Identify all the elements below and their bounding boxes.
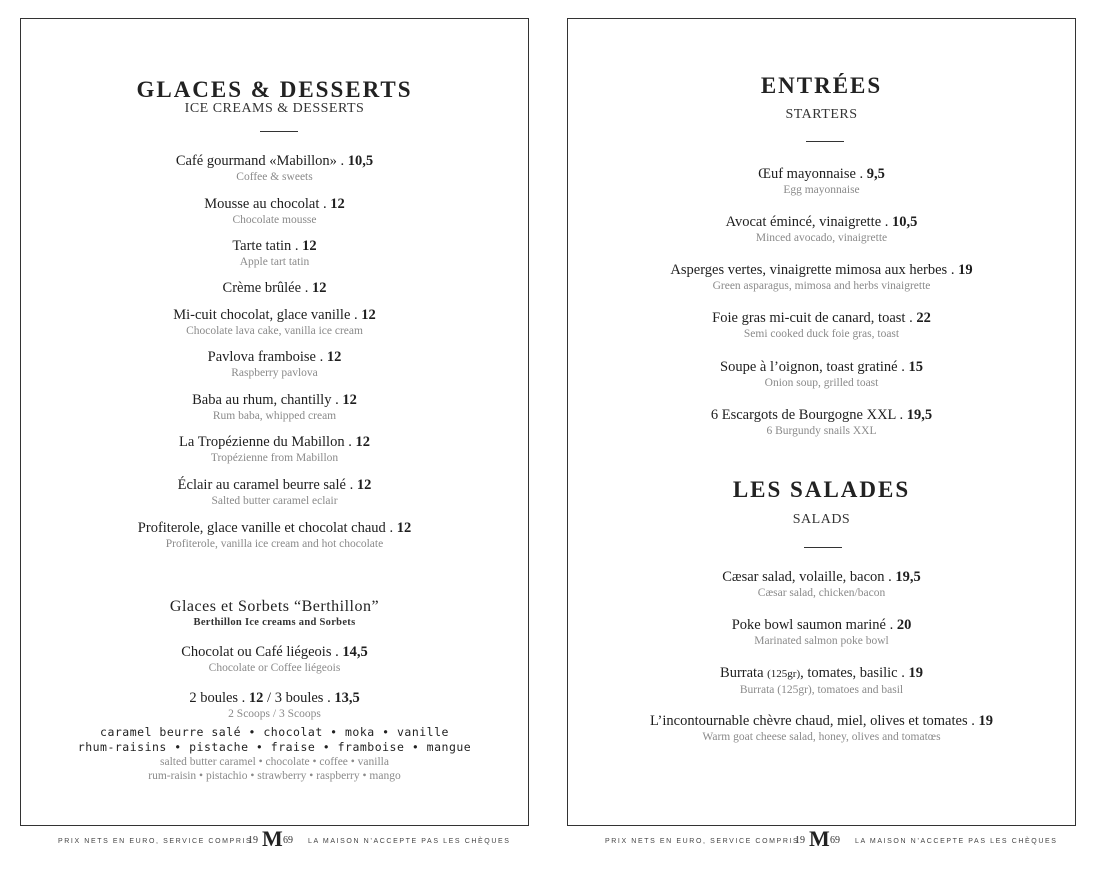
item-price: 10,5 [892, 214, 918, 230]
item-price: 22 [916, 310, 931, 326]
item-price: 19,5 [906, 407, 933, 423]
item-price: 12 [342, 392, 357, 408]
menu-item: Café gourmand «Mabillon» . 10,5 Coffee & sweets [21, 153, 528, 196]
item-translation: Apple tart tatin [239, 256, 310, 268]
menu-item: Œuf mayonnaise . 9,5 Egg mayonnaise [568, 166, 1075, 214]
salads-list [568, 569, 1075, 753]
menu-item: Chocolat ou Café liégeois . 14,5 Chocolate or Coffee liégeois [21, 644, 528, 690]
item-price: 12 [330, 196, 345, 212]
item-translation: Profiterole, vanilla ice cream and hot chocolate [165, 538, 384, 550]
item-price: 12 [355, 434, 370, 450]
menu-item: 6 Escargots de Bourgogne XXL . 19,5 6 Burgundy snails XXL [568, 407, 1075, 447]
item-name: Avocat émincé, vinaigrette [725, 214, 882, 230]
item-name: Tarte tatin [232, 238, 292, 254]
desserts-title: GLACES & DESSERTS [136, 77, 413, 102]
berthillon-section [21, 597, 528, 783]
salads-title: LES SALADES [732, 477, 911, 502]
item-translation: 6 Burgundy snails XXL [766, 425, 877, 437]
desserts-list [21, 153, 528, 564]
item-name: Poke bowl saumon mariné [731, 617, 886, 633]
menu-item: Mi-cuit chocolat, glace vanille . 12 Chocolate lava cake, vanilla ice cream [21, 307, 528, 349]
item-price: 12 [302, 238, 317, 254]
item-translation: Egg mayonnaise [783, 184, 860, 196]
item-translation: Semi cooked duck foie gras, toast [743, 328, 900, 340]
menu-page-desserts [20, 18, 529, 826]
salads-subtitle: SALADS [792, 512, 851, 527]
footer-prices-note: PRIX NETS EN EURO, SERVICE COMPRIS [58, 838, 253, 845]
item-name: La Tropézienne du Mabillon [179, 434, 345, 450]
item-translation: Marinated salmon poke bowl [754, 635, 889, 647]
item-price: 12 [361, 307, 376, 323]
salads-divider [804, 547, 842, 548]
item-name: Mi-cuit chocolat, glace vanille [173, 307, 351, 323]
menu-item: Foie gras mi-cuit de canard, toast . 22 Semi cooked duck foie gras, toast [568, 310, 1075, 359]
item-price: 12 [326, 349, 342, 365]
item-price: 19,5 [895, 569, 921, 585]
item-name: Café gourmand «Mabillon» [175, 153, 337, 169]
item-translation: Cæsar salad, chicken/bacon [757, 587, 886, 599]
item-name: Éclair au caramel beurre salé [177, 477, 346, 493]
item-translation: Burrata (125gr), tomatoes and basil [739, 684, 904, 696]
item-price: 12 [396, 520, 412, 536]
item-name: Soupe à l’oignon, toast gratiné [720, 359, 898, 375]
mabillon-logo: 19 M 69 [795, 826, 840, 851]
item-name: Œuf mayonnaise [758, 166, 856, 182]
item-translation: Chocolate mousse [232, 214, 317, 226]
menu-item: Soupe à l’oignon, toast gratiné . 15 Onion soup, grilled toast [568, 359, 1075, 407]
item-price: 12 [311, 280, 327, 296]
item-translation: Raspberry pavlova [231, 367, 318, 379]
item-translation: 2 Scoops / 3 Scoops [228, 708, 321, 720]
menu-item: Mousse au chocolat . 12 Chocolate mousse [21, 196, 528, 238]
menu-item: Poke bowl saumon mariné . 20 Marinated salmon poke bowl [568, 617, 1075, 665]
footer-prices-note: PRIX NETS EN EURO, SERVICE COMPRIS [605, 838, 800, 845]
item-name: Chocolat ou Café liégeois [181, 644, 332, 660]
item-price: 12 [356, 477, 372, 493]
menu-item: Éclair au caramel beurre salé . 12 Salted butter caramel eclair [21, 477, 528, 520]
item-name: Profiterole, glace vanille et chocolat chaud [137, 520, 386, 536]
item-name: Burrata [720, 665, 764, 681]
item-name: Mousse au chocolat [204, 196, 320, 212]
menu-item: Tarte tatin . 12 Apple tart tatin [21, 238, 528, 280]
item-name: Foie gras mi-cuit de canard, toast [712, 310, 906, 326]
berthillon-subtitle: Berthillon Ice creams and Sorbets [193, 617, 356, 628]
menu-item: Baba au rhum, chantilly . 12 Rum baba, whipped cream [21, 392, 528, 434]
item-price: 15 [908, 359, 923, 375]
footer-cheques-note: LA MAISON N’ACCEPTE PAS LES CHÈQUES [855, 838, 1058, 845]
menu-page-starters-salads [567, 18, 1076, 826]
berthillon-title: Glaces et Sorbets “Berthillon” [169, 598, 380, 615]
item-translation: Minced avocado, vinaigrette [755, 232, 888, 244]
desserts-subtitle: ICE CREAMS & DESSERTS [184, 101, 365, 116]
menu-item-scoops: 2 boules . 12 / 3 boules . 13,5 2 Scoops / 3 Scoops [21, 690, 528, 725]
item-price: 10,5 [347, 153, 374, 169]
item-translation: Warm goat cheese salad, honey, olives and tomatœs [702, 731, 941, 743]
starters-title: ENTRÉES [760, 73, 883, 98]
item-name: 6 Escargots de Bourgogne XXL [710, 407, 896, 423]
starters-subtitle: STARTERS [785, 107, 858, 122]
menu-item: L’incontournable chèvre chaud, miel, olives et tomates . 19 Warm goat cheese salad, honey, olives and tomatœs [568, 713, 1075, 753]
item-price: 20 [896, 617, 912, 633]
item-translation: Coffee & sweets [236, 171, 313, 183]
mabillon-logo: 19 M 69 [248, 826, 293, 851]
item-name: Asperges vertes, vinaigrette mimosa aux herbes [670, 262, 948, 278]
menu-item: Profiterole, glace vanille et chocolat chaud . 12 Profiterole, vanilla ice cream and hot chocolate [21, 520, 528, 564]
menu-item: Crème brûlée . 12 [222, 280, 327, 296]
menu-item: Cæsar salad, volaille, bacon . 19,5 Cæsar salad, chicken/bacon [568, 569, 1075, 617]
item-price: 9,5 [866, 166, 885, 182]
item-translation: Rum baba, whipped cream [212, 410, 337, 422]
menu-item: Pavlova framboise . 12 Raspberry pavlova [21, 349, 528, 392]
item-price: 19 [908, 665, 923, 681]
item-price: 19 [978, 713, 993, 729]
item-name: L’incontournable chèvre chaud, miel, olives et tomates [650, 713, 968, 729]
item-translation: Green asparagus, mimosa and herbs vinaigrette [712, 280, 931, 292]
menu-item: Avocat émincé, vinaigrette . 10,5 Minced avocado, vinaigrette [568, 214, 1075, 262]
footer-cheques-note: LA MAISON N’ACCEPTE PAS LES CHÈQUES [308, 838, 511, 845]
starters-divider [806, 141, 844, 142]
item-name: Baba au rhum, chantilly [192, 392, 332, 408]
item-name: Crème brûlée [222, 280, 302, 296]
item-translation: Chocolate lava cake, vanilla ice cream [186, 325, 363, 337]
item-name: Cæsar salad, volaille, bacon [722, 569, 885, 585]
item-translation: Onion soup, grilled toast [764, 377, 879, 389]
menu-item: Burrata (125gr), tomates, basilic . 19 Burrata (125gr), tomatoes and basil [568, 665, 1075, 713]
item-price: 14,5 [342, 644, 368, 660]
starters-list [568, 166, 1075, 447]
menu-item: La Tropézienne du Mabillon . 12 Tropézienne from Mabillon [21, 434, 528, 477]
footer-right-page [567, 826, 1076, 854]
flavors-list: caramel beurre salé • chocolat • moka • vanille rhum-raisins • pistache • fraise • framboise • mangue salted butter caramel • chocolate • coffee • vanilla rum-raisin • pistachio • strawberry • raspberry • mango [77, 725, 472, 782]
desserts-divider [260, 131, 298, 132]
footer-left-page [20, 826, 529, 854]
item-translation: Chocolate or Coffee liégeois [208, 662, 341, 674]
menu-item: Asperges vertes, vinaigrette mimosa aux herbes . 19 Green asparagus, mimosa and herbs vinaigrette [568, 262, 1075, 310]
item-price: 19 [958, 262, 973, 278]
item-name: Pavlova framboise [207, 349, 316, 365]
item-translation: Tropézienne from Mabillon [210, 452, 339, 464]
item-translation: Salted butter caramel eclair [211, 495, 338, 507]
